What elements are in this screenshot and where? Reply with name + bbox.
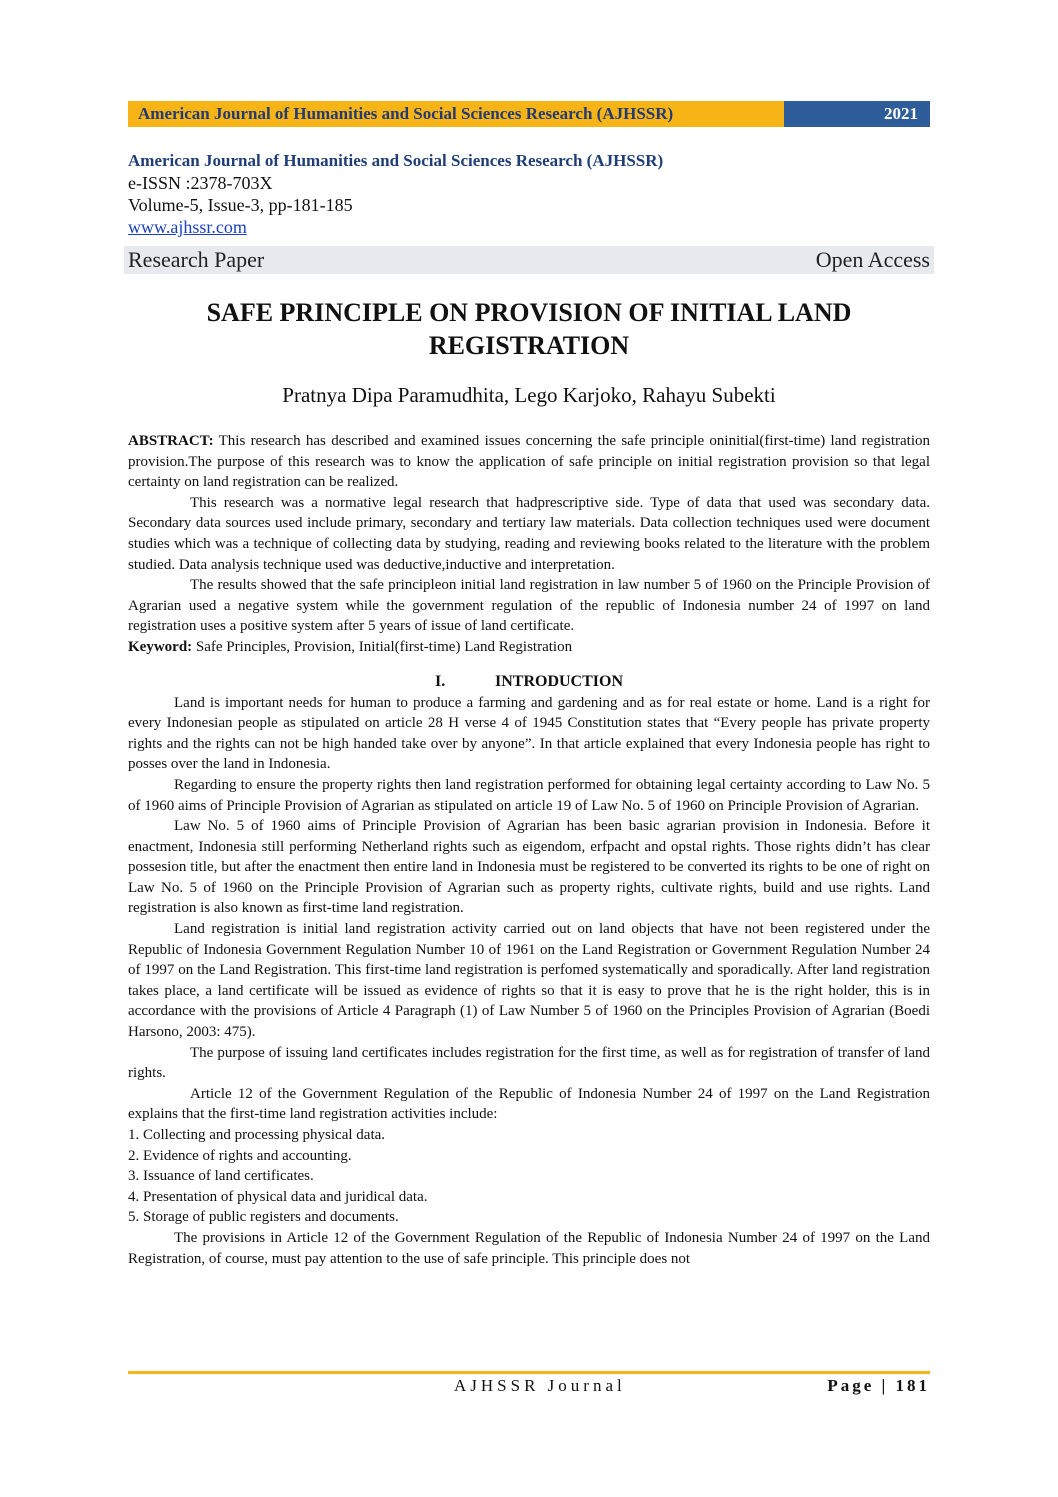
body-paragraph: Land registration is initial land registration activity carried out on land objects that have not been registered under the Republic of Indonesia Government Regulation Number 10 of 1961 on the Land Registration or Government Regulation Number 24 of 1997 on the Land Registration. This first-time land registration is perfomed systematically and sporadically. After land registration takes place, a land certificate will be issued as evidence of rights so that it is easy to prove that he is the right holder, this is in accordance with the provisions of Article 4 Paragraph (1) of Law Number 5 of 1960 on the Principles Provision of Agrarian (Boedi Harsono, 2003: 475).: [128, 921, 930, 1041]
section-number: I.: [434, 672, 446, 690]
section-heading: [128, 671, 930, 693]
volume-info: Volume-5, Issue-3, pp-181-185: [128, 195, 353, 215]
keywords: Keyword: Safe Principles, Provision, Initial(first-time) Land Registration: [128, 638, 573, 655]
body-paragraph: Law No. 5 of 1960 aims of Principle Provision of Agrarian has been basic agrarian provision in Indonesia. Before it enactment, Indonesia still performing Netherland rights such as eigendom, erfpacht and opstal rights. Those rights didn’t has clear possesion title, but after the enactment then entire land in Indonesia must be registered to be converted its rights to be one of right on Law No. 5 of 1960 on the Principle Provision of Agrarian such as property rights, cultivate rights, build and use rights. Land registration is also known as first-time land registration.: [128, 818, 930, 917]
list-item: 1. Collecting and processing physical data.: [128, 1127, 386, 1143]
body-paragraph: Article 12 of the Government Regulation of the Republic of Indonesia Number 24 of 1997 on the Land Registration explains that the first-time land registration activities include:: [128, 1085, 930, 1123]
abstract-paragraph: The results showed that the safe principleon initial land registration in law number 5 of 1960 on the Principle Provision of Agrarian used a negative system while the government regulation of the republic of Indonesia number 24 of 1997 on land registration uses a positive system after 5 years of issue of land certificate.: [128, 577, 930, 635]
authors: Pratnya Dipa Paramudhita, Lego Karjoko, Rahayu Subekti: [282, 383, 776, 407]
paper-type: Research Paper: [128, 247, 265, 272]
paper-body: [128, 431, 930, 1269]
list-item: 4. Presentation of physical data and juridical data.: [128, 1188, 428, 1205]
running-header-year: 2021: [784, 101, 930, 127]
paper-title: SAFE PRINCIPLE ON PROVISION OF INITIAL LAND REGISTRATION: [206, 298, 852, 360]
list-item: 3. Issuance of land certificates.: [128, 1168, 314, 1185]
footer-rule: [128, 1371, 930, 1374]
abstract-paragraph: ABSTRACT: This research has described and examined issues concerning the safe principle oninitial(first-time) land registration provision.The purpose of this research was to know the application of safe principle on initial registration provision so that legal certainty on land registration can be realized.: [128, 433, 930, 491]
body-paragraph: Land is important needs for human to produce a farming and gardening and as for real estate or home. Land is a right for every Indonesian people as stipulated on article 28 H verse 4 of 1945 Constitution states that “Every people has private property rights and the rights can not be high handed take over by anyone”. In that article explained that every Indonesia people has right to posses over the land in Indonesia.: [128, 694, 930, 773]
access-type: Open Access: [815, 247, 930, 272]
journal-name: American Journal of Humanities and Social Sciences Research (AJHSSR): [128, 151, 664, 170]
issn: e-ISSN :2378-703X: [128, 173, 273, 193]
journal-website-link[interactable]: www.ajhssr.com: [128, 217, 247, 237]
page-number: Page | 181: [827, 1376, 930, 1395]
page-footer: [128, 1376, 930, 1398]
body-paragraph: Regarding to ensure the property rights then land registration performed for obtaining legal certainty according to Law No. 5 of 1960 aims of Principle Provision of Agrarian as stipulated on article 19 of Law No. 5 of 1960 on Principle Provision of Agrarian.: [128, 776, 930, 814]
body-paragraph: The provisions in Article 12 of the Government Regulation of the Republic of Indonesia Number 24 of 1997 on the Land Registration, of course, must pay attention to the use of safe principle. This principle does not: [128, 1229, 930, 1267]
running-header-journal: American Journal of Humanities and Social Sciences Research (AJHSSR): [128, 101, 784, 127]
list-item: 2. Evidence of rights and accounting.: [128, 1147, 352, 1164]
footer-journal: AJHSSR Journal: [454, 1376, 626, 1395]
body-paragraph: The purpose of issuing land certificates includes registration for the first time, as well as for registration of transfer of land rights.: [128, 1044, 930, 1082]
article-meta: [128, 150, 930, 238]
abstract-paragraph: This research was a normative legal research that hadprescriptive side. Type of data that used was secondary data. Secondary data sources used include primary, secondary and tertiary law materials. Data collection techniques used were document studies which was a technique of collecting data by studying, reading and reviewing books related to the literature with the problem studied. Data analysis technique used was deductive,inductive and interpretation.: [128, 494, 930, 573]
abstract-label: ABSTRACT:: [128, 433, 214, 449]
section-title: INTRODUCTION: [494, 672, 623, 690]
running-header: [128, 101, 930, 127]
list-item: 5. Storage of public registers and documents.: [128, 1209, 399, 1226]
keyword-label: Keyword:: [128, 638, 193, 655]
paper-type-bar: [124, 246, 934, 274]
